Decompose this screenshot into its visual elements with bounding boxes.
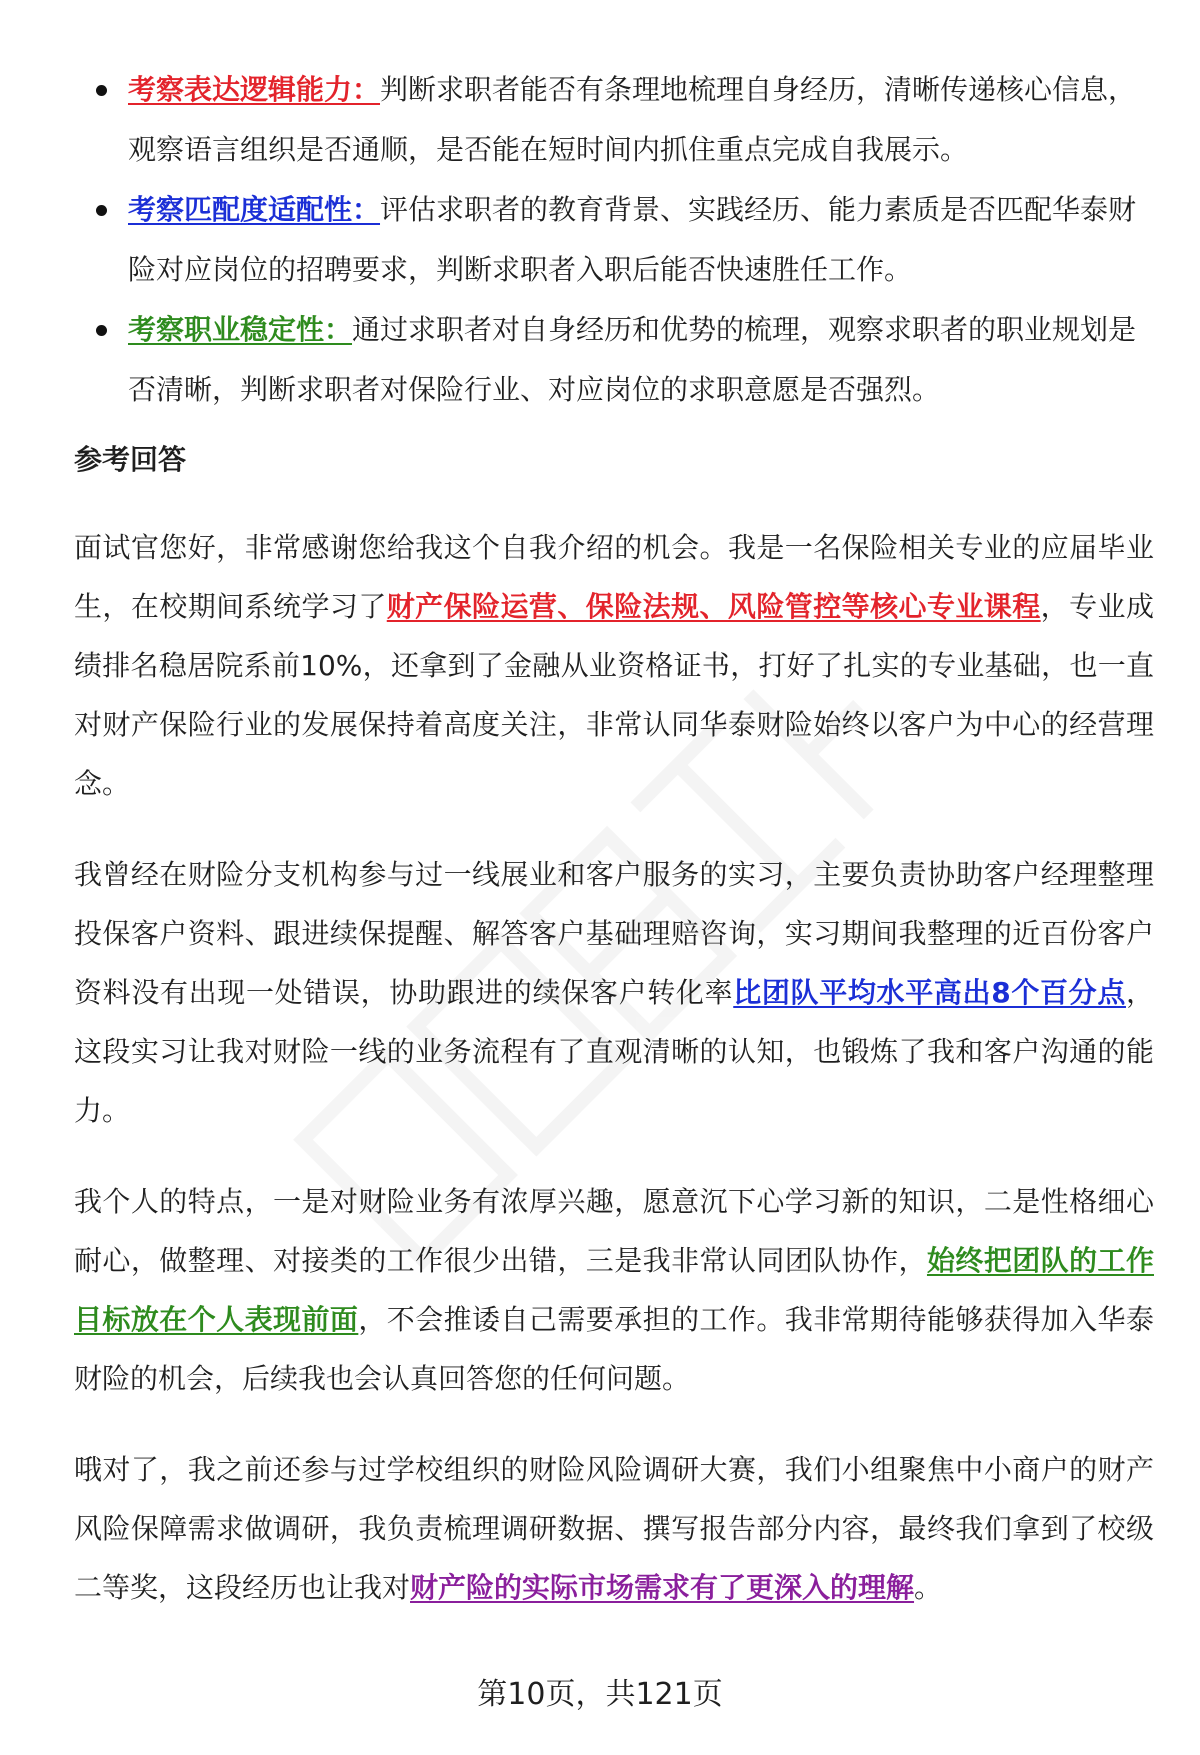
bullet-icon (96, 85, 107, 96)
list-item (74, 300, 1154, 420)
paragraph-text: ，不会推诿自己需要承担的工作。我非常期待能够获得加入华泰财险的机会，后续我也会认真回答您的任何问题。 (74, 1303, 1154, 1395)
paragraph-text: 面试官您好，非常感谢您给我这个自我介绍的机会。我是一名保险相关专业的应届毕业生，在校期间系统学习了 (74, 531, 1154, 623)
criteria-list (74, 60, 1154, 420)
paragraph-text: 。 (914, 1571, 943, 1604)
answer-paragraph-4 (74, 1440, 1154, 1617)
paragraph-text: 我曾经在财险分支机构参与过一线展业和客户服务的实习，主要负责协助客户经理整理投保客户资料、跟进续保提醒、解答客户基础理赔咨询，实习期间我整理的近百份客户资料没有出现一处错误，协助跟进的续保客户转化率 (74, 858, 1154, 1009)
bullet-icon (96, 325, 107, 336)
answer-paragraph-1 (74, 518, 1154, 813)
list-item (74, 180, 1154, 300)
paragraph-text: 我个人的特点，一是对财险业务有浓厚兴趣，愿意沉下心学习新的知识，二是性格细心耐心，做整理、对接类的工作很少出错，三是我非常认同团队协作， (74, 1185, 1154, 1277)
bullet-icon (96, 205, 107, 216)
answer-paragraph-2 (74, 845, 1154, 1140)
highlight-text: 比团队平均水平高出8个百分点 (733, 976, 1126, 1009)
highlight-text: 始终把团队的工作目标放在个人表现前面 (74, 1244, 1154, 1336)
page-number-footer: 第10页，共121页 (477, 1677, 723, 1712)
bullet-text: 判断求职者能否有条理地梳理自身经历，清晰传递核心信息，观察语言组织是否通顺，是否能在短时间内抓住重点完成自我展示。 (128, 73, 1137, 166)
bullet-label: 考察表达逻辑能力： (128, 73, 381, 106)
paragraph-text: 哦对了，我之前还参与过学校组织的财险风险调研大赛，我们小组聚焦中小商户的财产风险保障需求做调研，我负责梳理调研数据、撰写报告部分内容，最终我们拿到了校级二等奖，这段经历也让我对 (74, 1453, 1154, 1604)
paragraph-text: ，这段实习让我对财险一线的业务流程有了直观清晰的认知，也锻炼了我和客户沟通的能力。 (74, 976, 1154, 1127)
bullet-text: 通过求职者对自身经历和优势的梳理，观察求职者的职业规划是否清晰，判断求职者对保险行业、对应岗位的求职意愿是否强烈。 (128, 313, 1137, 406)
highlight-text: 财产保险运营、保险法规、风险管控等核心专业课程 (386, 590, 1041, 623)
answer-paragraph-3 (74, 1172, 1154, 1408)
section-heading: 参考回答 (74, 443, 187, 476)
highlight-text: 财产险的实际市场需求有了更深入的理解 (410, 1571, 915, 1604)
bullet-label: 考察匹配度适配性： (128, 193, 381, 226)
paragraph-text: ，专业成绩排名稳居院系前10%，还拿到了金融从业资格证书，打好了扎实的专业基础，也一直对财产保险行业的发展保持着高度关注，非常认同华泰财险始终以客户为中心的经营理念。 (74, 590, 1154, 800)
bullet-label: 考察职业稳定性： (128, 313, 353, 346)
list-item (74, 60, 1154, 180)
bullet-text: 评估求职者的教育背景、实践经历、能力素质是否匹配华泰财险对应岗位的招聘要求，判断求职者入职后能否快速胜任工作。 (128, 193, 1137, 286)
